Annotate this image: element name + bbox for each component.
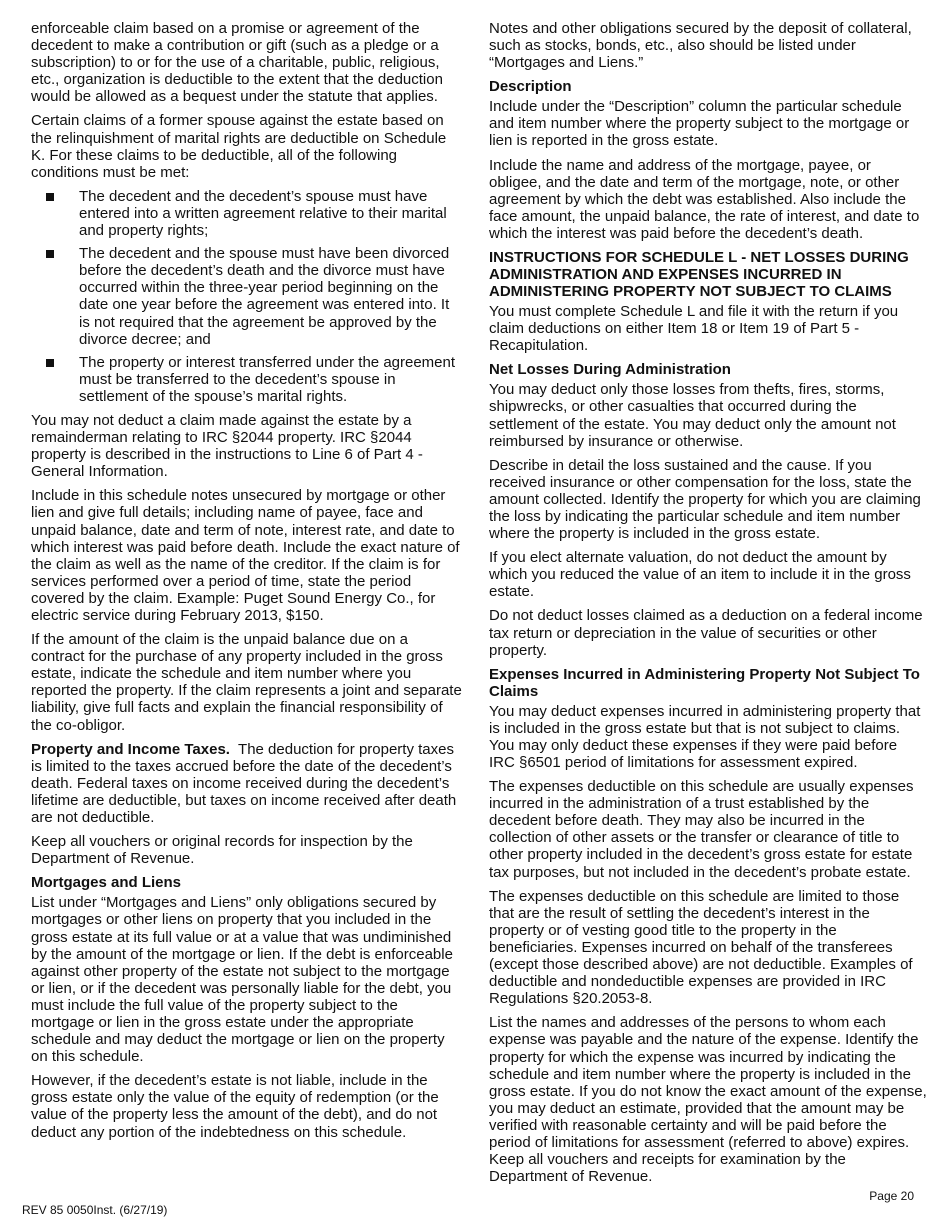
paragraph-remainderman: You may not deduct a claim made against the estate by a remainderman relating to IRC §2044 property. IRC §2044 property is described in the instructions to Line 6 of Part 4 - General Information.	[31, 411, 423, 481]
form-identifier: REV 85 0050Inst. (6/27/19)	[22, 1203, 168, 1217]
paragraph-property-income-taxes: Property and Income Taxes. The deduction for property taxes is limited to the taxes accrued before the date of the decedent’s death. Federal taxes on income received during the decedent’s lifetime are deductible, but taxes on income received after death are not deductible.	[31, 740, 461, 827]
list-item: The decedent and the spouse must have been divorced before the decedent’s death and the divorce must have occurred within the three-year period beginning on the date one year before the agreement was entered into. It is not required that the agreement be approved by the divorce decree; and	[31, 245, 463, 348]
square-bullet-icon	[46, 250, 54, 258]
paragraph-mortgages-list: List under “Mortgages and Liens” only obligations secured by mortgages or other liens on property that you included in the gross estate at its full value or at a value that was undiminished by the amount of the mortgage or lien. If the debt is enforceable against other property of the estate not subject to the mortgage or lien, or if the decedent was personally liable for the debt, you must include the full value of the property subject to the mortgage or lien in the gross estate under the appropriate schedule and may deduct the mortgage or lien on the property on this schedule.	[31, 894, 453, 1066]
list-item: The property or interest transferred under the agreement must be transferred to the decedent’s spouse in settlement of the spouse’s marital rights.	[31, 354, 463, 405]
paragraph-collateral: Notes and other obligations secured by the deposit of collateral, such as stocks, bonds, etc., also should be listed under “Mortgages and Liens.”	[489, 20, 912, 72]
heading-schedule-l: INSTRUCTIONS FOR SCHEDULE L - NET LOSSES DURING ADMINISTRATION AND EXPENSES INCURRED IN ADMINISTERING PROPERTY NOT SUBJECT TO CLAIMS	[489, 249, 909, 301]
heading-mortgages-liens: Mortgages and Liens	[31, 874, 182, 892]
paragraph-expense-limits: The expenses deductible on this schedule are limited to those that are the result of settling the decedent’s interest in the property or of vesting good title to the property in the beneficiaries. Expenses incurred on behalf of the transferees (except those described above) are not deductible. Examples of deductible and nondeductible expenses are provided in IRC Regulations §20.2053-8.	[489, 887, 913, 1008]
square-bullet-icon	[46, 359, 54, 367]
paragraph-keep-vouchers: Keep all vouchers or original records for inspection by the Department of Revenue.	[31, 833, 413, 868]
paragraph-losses-deductible: You may deduct only those losses from thefts, fires, storms, shipwrecks, or other casualties that occurred during the settlement of the estate. You may deduct only the amount not reimbursed by insurance or otherwise.	[489, 381, 896, 450]
left-column	[31, 20, 463, 1148]
paragraph-equity-of-redemption: However, if the decedent’s estate is not liable, include in the gross estate only the value of the equity of redemption (or the value of the property less the amount of the debt), and do not deduct any portion of the indebtedness on this schedule.	[31, 1072, 439, 1141]
paragraph-charitable-claim: enforceable claim based on a promise or agreement of the decedent to make a contribution or gift (such as a pledge or a subscription) to or for the use of a charitable, public, religious, etc., organization is deductible to the extent that the deduction would be allowed as a bequest under the statute that applies.	[31, 20, 443, 106]
paragraph-mortgage-details: Include the name and address of the mortgage, payee, or obligee, and the date and term of the mortgage, note, or other agreement by which the debt was established. Also include the face amount, the unpaid balance, the rate of interest, and date to which the interest was paid before the decedent’s death.	[489, 156, 920, 242]
inline-heading: Property and Income Taxes.	[31, 740, 230, 758]
heading-description: Description	[489, 78, 572, 96]
square-bullet-icon	[46, 193, 54, 201]
paragraph-trust-expenses: The expenses deductible on this schedule are usually expenses incurred in the administration of a trust established by the decedent before death. They may also be incurred in the collection of other assets or the transfer or clearance of title to other property included in the decedent’s gross estate for estate tax purposes, but not included in the decedent’s probate estate.	[489, 778, 914, 881]
paragraph-unpaid-balance: If the amount of the claim is the unpaid balance due on a contract for the purchase of any property included in the gross estate, indicate the schedule and item number where you reported the property. If the claim represents a joint and separate liability, give full facts and explain the financial responsibility of the co-obligor.	[31, 631, 462, 734]
paragraph-no-double-deduction: Do not deduct losses claimed as a deduction on a federal income tax return or depreciation in the value of securities or other property.	[489, 607, 923, 659]
heading-net-losses: Net Losses During Administration	[489, 361, 731, 379]
paragraph-schedule-l-required: You must complete Schedule L and file it with the return if you claim deductions on either Item 18 or Item 19 of Part 5 - Recapitulation.	[489, 303, 899, 355]
paragraph-expenses-deductible: You may deduct expenses incurred in administering property that is included in the gross estate but that is not subject to claims. You may only deduct these expenses if they were paid before IRC §6501 period of limitations for assessment expired.	[489, 702, 921, 771]
paragraph-describe-loss: Describe in detail the loss sustained and the cause. If you received insurance or other compensation for the loss, state the amount collected. Identify the property for which you are claiming the loss by indicating the particular schedule and item number where the property is included in the gross estate.	[489, 456, 921, 543]
heading-expenses-incurred: Expenses Incurred in Administering Property Not Subject To Claims	[489, 665, 920, 700]
list-item: The decedent and the decedent’s spouse must have entered into a written agreement relative to their marital and property rights;	[31, 188, 463, 239]
paragraph-list-payees: List the names and addresses of the persons to whom each expense was payable and the nature of the expense. Identify the property for which the expense was incurred by indicating the schedule and item number where the property is included in the gross estate. If you do not know the exact amount of the expense, you may deduct an estimate, provided that the amount may be verified with reasonable certainty and will be paid before the period of limitations for assessment (referred to above) expires. Keep all vouchers and receipts for examination by the Department of Revenue.	[489, 1014, 927, 1186]
paragraph-unsecured-notes: Include in this schedule notes unsecured by mortgage or other lien and give full details; including name of payee, face and unpaid balance, date and term of note, interest rate, and date to which interest was paid before death. Include the exact nature of the claim as well as the name of the creditor. If the claim is for services performed over a period of time, state the period covered by the claim. Example: Puget Sound Energy Co., for electric service during February 2013, $150.	[31, 487, 460, 624]
paragraph-former-spouse-claims: Certain claims of a former spouse against the estate based on the relinquishment of marital rights are deductible on Schedule K. For these claims to be deductible, all of the following conditions must be met:	[31, 112, 447, 181]
conditions-list	[31, 188, 463, 405]
page-number: Page 20	[869, 1189, 914, 1203]
paragraph-alternate-valuation: If you elect alternate valuation, do not deduct the amount by which you reduced the value of an item to include it in the gross estate.	[489, 549, 911, 601]
paragraph-description-column: Include under the “Description” column the particular schedule and item number where the property subject to the mortgage or lien is reported in the gross estate.	[489, 98, 910, 150]
right-column	[489, 20, 927, 1192]
